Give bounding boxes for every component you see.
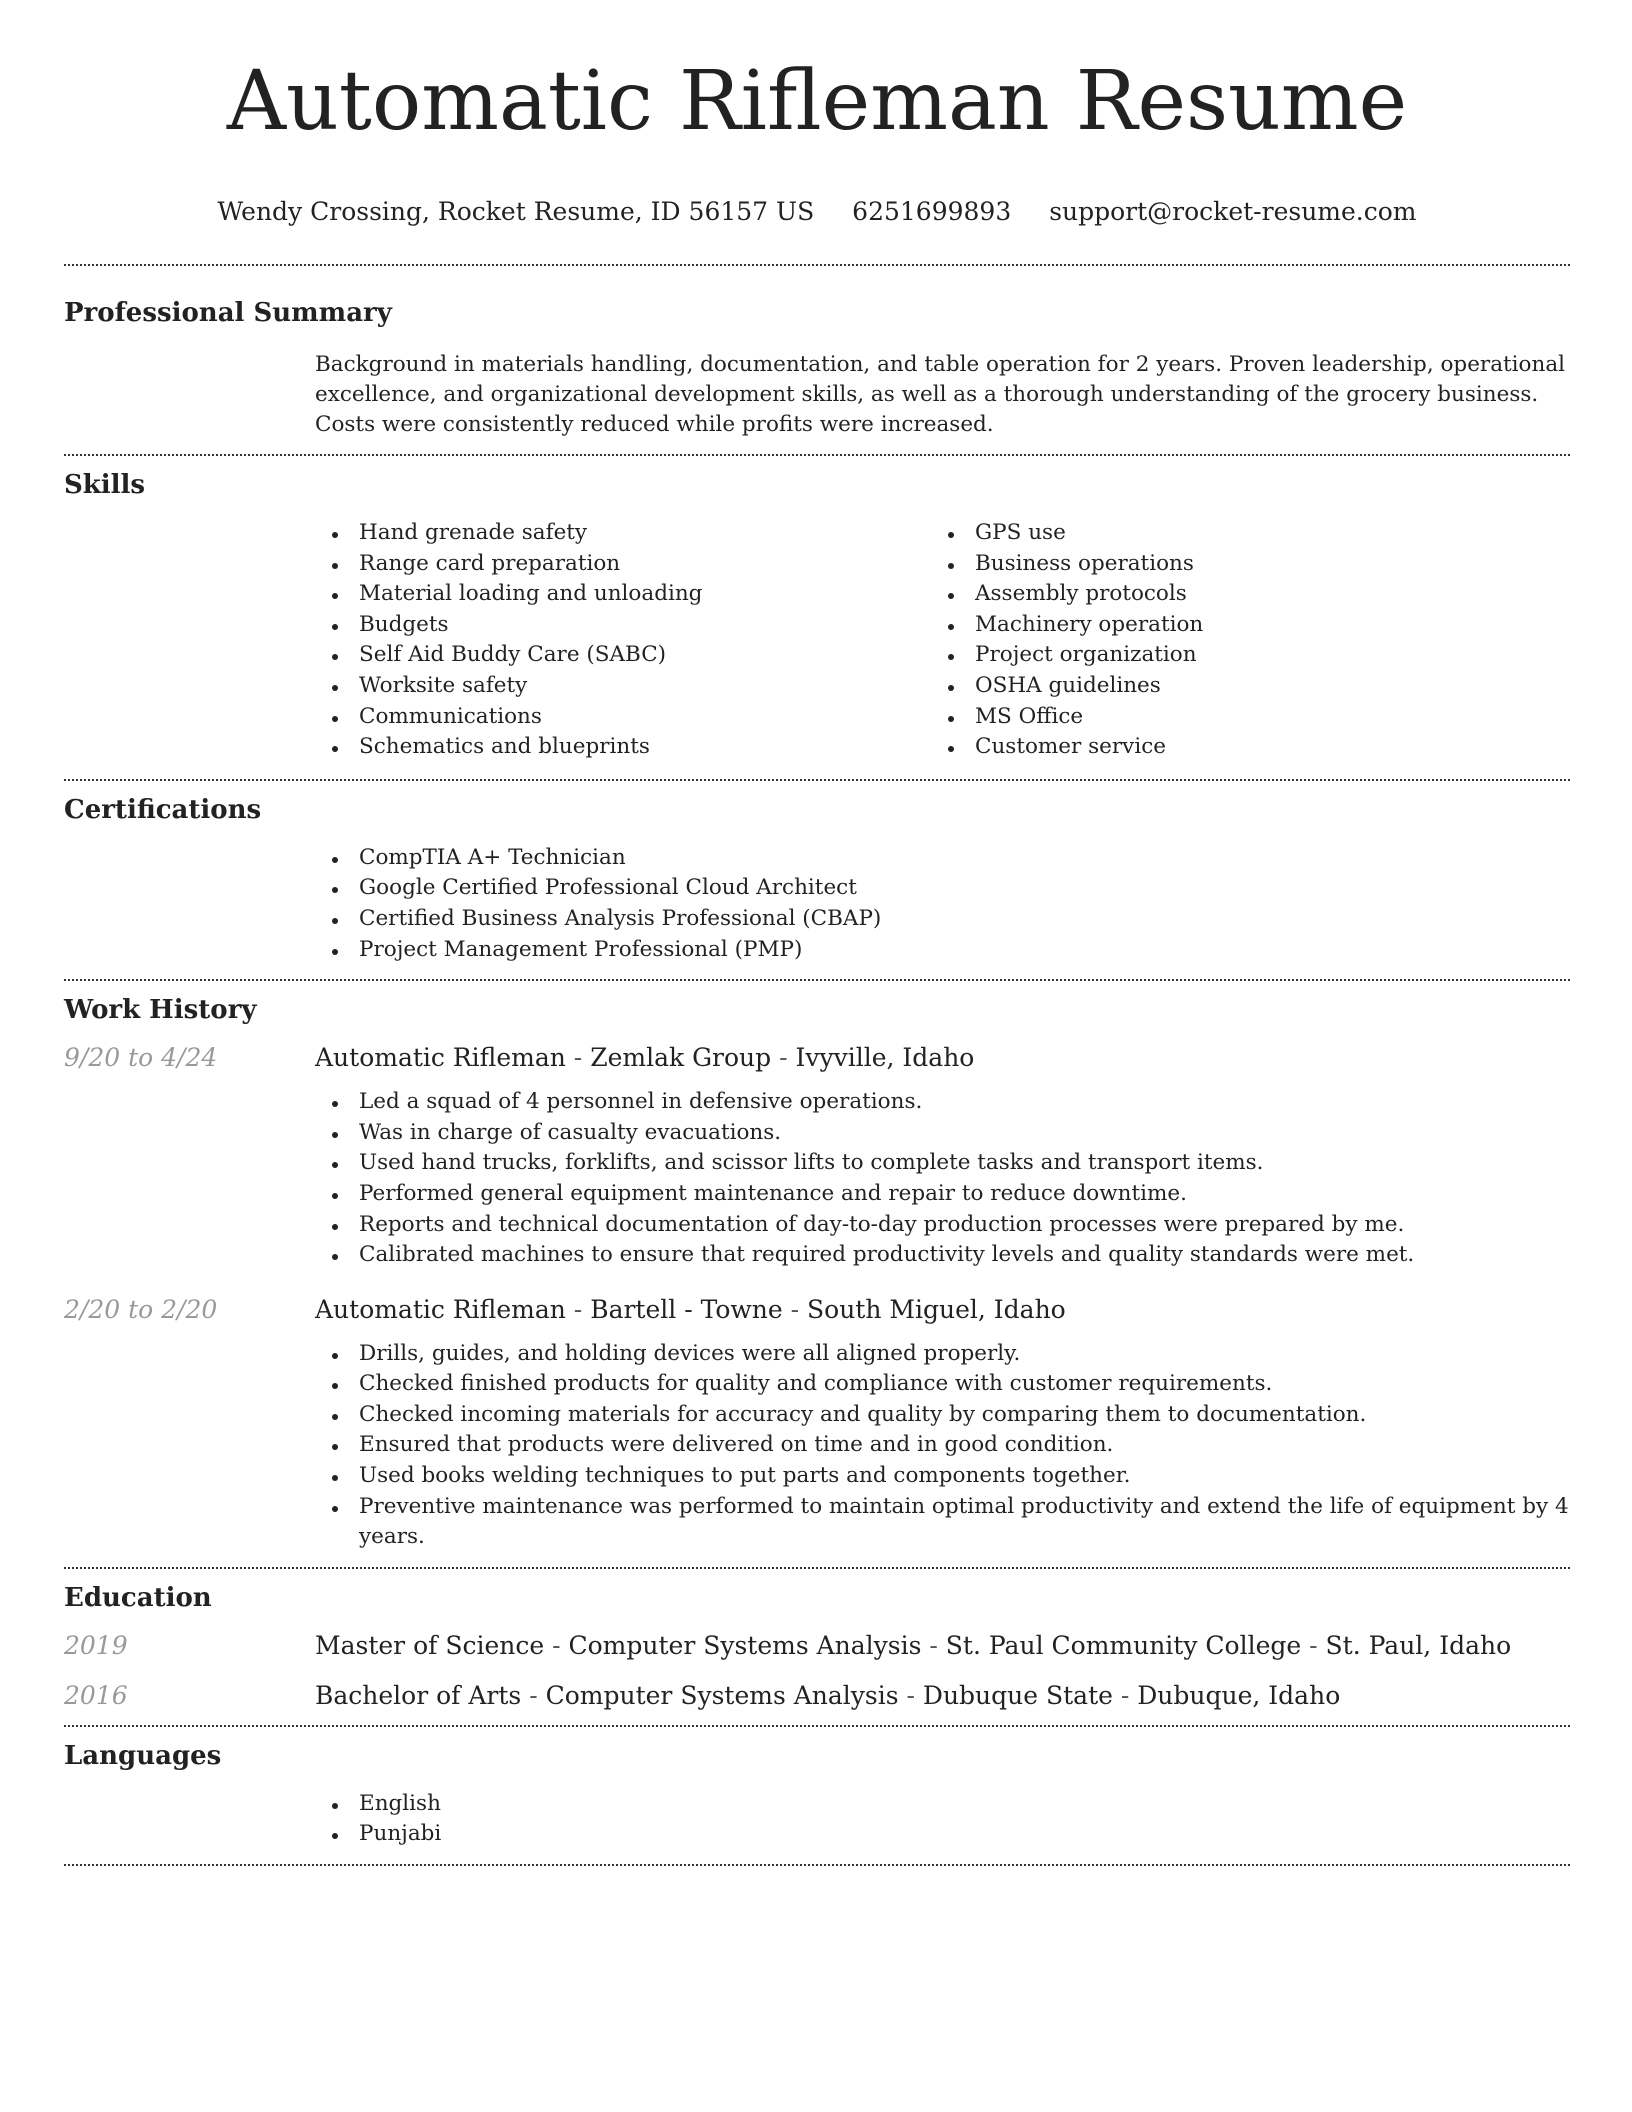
separator: -: [565, 1294, 591, 1324]
separator: -: [565, 1043, 591, 1073]
education-section: [64, 1581, 1570, 1725]
education-entry: [64, 1679, 1570, 1725]
list-item: Ensured that products were delivered on time and in good condition.: [315, 1430, 1570, 1461]
list-item: Worksite safety: [315, 671, 931, 702]
certifications-section: [64, 793, 1570, 979]
separator: -: [521, 1680, 546, 1710]
education-field: Computer Systems Analysis: [545, 1680, 899, 1710]
list-item: Punjabi: [315, 1819, 1570, 1850]
list-item: MS Office: [931, 702, 1547, 733]
job-role: Automatic Rifleman: [315, 1294, 566, 1324]
separator: -: [771, 1043, 796, 1073]
list-item: Used books welding techniques to put parts and components together.: [315, 1461, 1570, 1492]
list-item: Project Management Professional (PMP): [315, 935, 1570, 966]
skills-list-right: [931, 518, 1547, 763]
education-field: Computer Systems Analysis: [568, 1630, 922, 1660]
job-dates: 9/20 to 4/24: [64, 1043, 218, 1073]
education-degree: Master of Science: [315, 1630, 545, 1660]
summary-section: [64, 296, 1570, 454]
separator: -: [921, 1630, 946, 1660]
education-location: St. Paul, Idaho: [1325, 1630, 1512, 1660]
list-item: Used hand trucks, forklifts, and scissor lifts to complete tasks and transport items.: [315, 1148, 1570, 1179]
languages-section: [64, 1739, 1570, 1864]
separator: -: [1112, 1680, 1138, 1710]
section-heading-certifications: Certifications: [64, 794, 262, 825]
section-heading-summary: Professional Summary: [64, 298, 392, 328]
job-main: [315, 1293, 1570, 1553]
list-item: Self Aid Buddy Care (SABC): [315, 640, 931, 671]
education-degree: Bachelor of Arts: [315, 1680, 522, 1710]
contact-line: [64, 196, 1570, 228]
list-item: Range card preparation: [315, 549, 931, 580]
separator: -: [782, 1294, 808, 1324]
list-item: Performed general equipment maintenance and repair to reduce downtime.: [315, 1179, 1570, 1210]
section-heading-work: Work History: [64, 995, 257, 1026]
list-item: Certified Business Analysis Professional (CBAP): [315, 904, 1570, 935]
skills-section: [64, 468, 1570, 779]
separator: -: [1301, 1630, 1326, 1660]
divider: [64, 779, 1570, 781]
education-list: [64, 1629, 1570, 1725]
education-year: 2016: [64, 1680, 128, 1710]
contact-email: support@rocket-resume.com: [1049, 197, 1417, 226]
job-bullets: [315, 1339, 1570, 1553]
divider: [64, 264, 1570, 266]
divider: [64, 979, 1570, 981]
education-school: St. Paul Community College: [945, 1630, 1302, 1660]
education-title: [315, 1629, 1511, 1663]
education-title: [315, 1679, 1340, 1713]
divider: [64, 1864, 1570, 1866]
section-heading-skills: Skills: [64, 470, 146, 500]
list-item: Project organization: [931, 640, 1547, 671]
list-item: Drills, guides, and holding devices were all aligned properly.: [315, 1339, 1570, 1370]
list-item: Hand grenade safety: [315, 518, 931, 549]
list-item: Checked incoming materials for accuracy and quality by comparing them to documentation.: [315, 1400, 1570, 1431]
separator: -: [898, 1680, 923, 1710]
job-location: Ivyville, Idaho: [795, 1043, 975, 1073]
list-item: Checked finished products for quality and compliance with customer requirements.: [315, 1369, 1570, 1400]
job-title: [315, 1041, 1570, 1075]
divider: [64, 454, 1570, 456]
section-heading-languages: Languages: [64, 1740, 222, 1771]
contact-address: Wendy Crossing, Rocket Resume, ID 56157 US: [217, 197, 815, 226]
list-item: Customer service: [931, 732, 1547, 763]
list-item: Communications: [315, 702, 931, 733]
list-item: Machinery operation: [931, 610, 1547, 641]
skills-grid: [315, 518, 1570, 779]
work-history-section: [64, 993, 1570, 1567]
education-location: Dubuque, Idaho: [1137, 1680, 1341, 1710]
list-item: Calibrated machines to ensure that required productivity levels and quality standards were met.: [315, 1240, 1570, 1271]
job-bullets: [315, 1087, 1570, 1271]
education-year: 2019: [64, 1630, 128, 1660]
skills-list-left: [315, 518, 931, 763]
list-item: GPS use: [931, 518, 1547, 549]
list-item: Preventive maintenance was performed to maintain optimal productivity and extend the life of equipment by 4 years.: [315, 1492, 1570, 1553]
languages-list: [315, 1789, 1570, 1864]
list-item: Google Certified Professional Cloud Architect: [315, 873, 1570, 904]
list-item: Budgets: [315, 610, 931, 641]
list-item: Led a squad of 4 personnel in defensive operations.: [315, 1087, 1570, 1118]
certifications-list: [315, 843, 1570, 979]
list-item: OSHA guidelines: [931, 671, 1547, 702]
list-item: Business operations: [931, 549, 1547, 580]
job-entry: [64, 1293, 1570, 1567]
section-heading-education: Education: [64, 1582, 212, 1613]
education-school: Dubuque State: [922, 1680, 1113, 1710]
job-dates: 2/20 to 2/20: [64, 1294, 218, 1324]
divider: [64, 1567, 1570, 1569]
job-location: South Miguel, Idaho: [807, 1294, 1066, 1324]
summary-text: Background in materials handling, documentation, and table operation for 2 years. Proven leadership, operational excellence, and organizational development skills, as well as a thorough understanding of the grocery business. Costs were consistently reduced while profits were increased.: [315, 352, 1566, 437]
list-item: Was in charge of casualty evacuations.: [315, 1118, 1570, 1149]
list-item: Material loading and unloading: [315, 579, 931, 610]
job-main: [315, 1041, 1570, 1271]
list-item: English: [315, 1789, 1570, 1820]
contact-phone: 6251699893: [852, 197, 1012, 226]
education-entry: [64, 1629, 1570, 1663]
resume-page: [64, 0, 1570, 1866]
job-list: [64, 1041, 1570, 1567]
list-item: Reports and technical documentation of day-to-day production processes were prepared by me.: [315, 1210, 1570, 1241]
divider: [64, 1725, 1570, 1727]
separator: -: [544, 1630, 569, 1660]
list-item: Schematics and blueprints: [315, 732, 931, 763]
job-entry: [64, 1041, 1570, 1271]
job-company: Zemlak Group: [590, 1043, 772, 1073]
page-title: Automatic Rifleman Resume: [226, 54, 1408, 149]
job-title: [315, 1293, 1570, 1327]
list-item: CompTIA A+ Technician: [315, 843, 1570, 874]
job-company: Bartell - Towne: [590, 1294, 783, 1324]
list-item: Assembly protocols: [931, 579, 1547, 610]
job-role: Automatic Rifleman: [315, 1043, 566, 1073]
